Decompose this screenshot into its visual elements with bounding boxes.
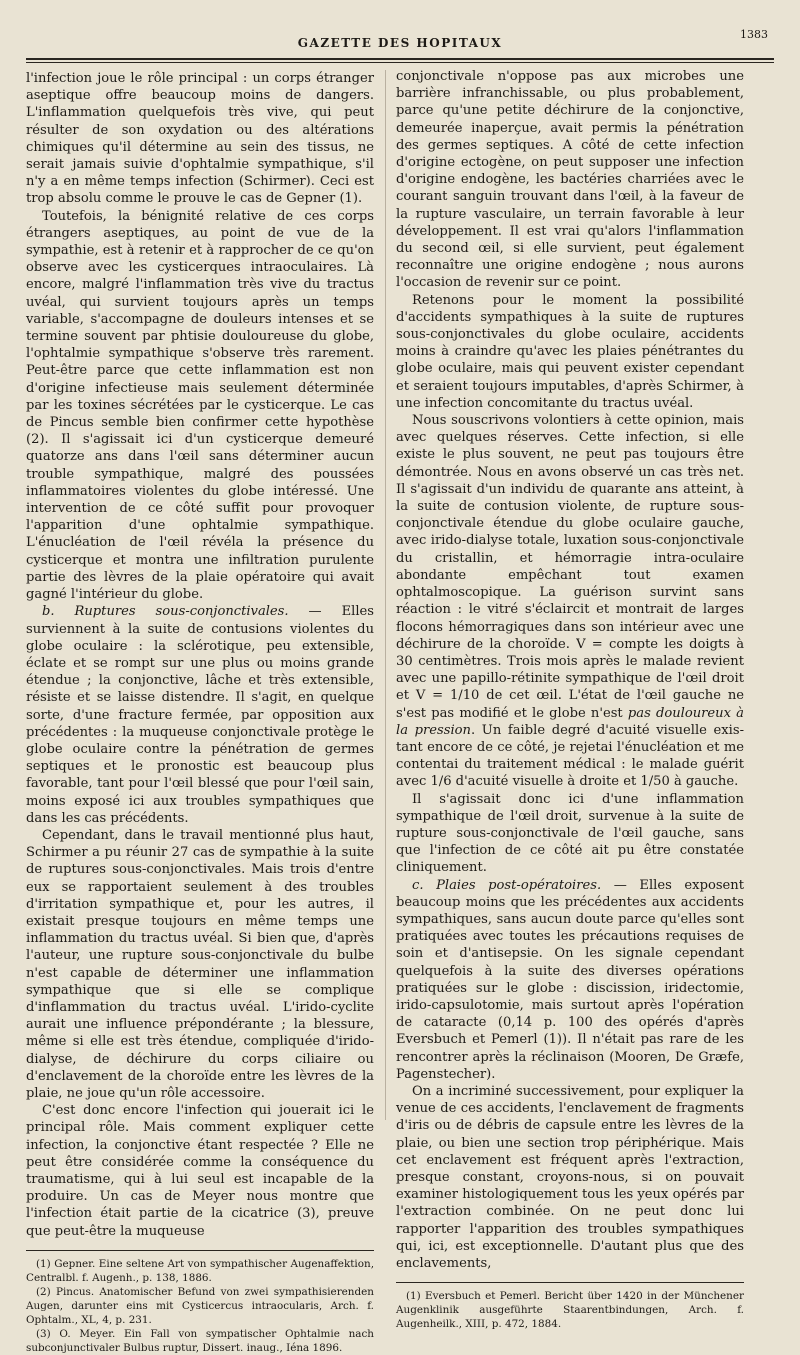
footnote-rule: [396, 1282, 744, 1283]
footnote: (3) O. Meyer. Ein Fall von sympatischer Ophtalmie nach subconjunctivaler Bulbus ruptur, Dissert. inaug., Iéna 1896.: [26, 1327, 374, 1354]
paragraph: l'infection joue le rôle principal : un corps étranger aseptique offre beaucoup moins de dangers. L'inflammation quelquefois très vive, qui peut résulter de son oxydation ou des altérations chimiques qu'il détermine au sein des tissus, ne serait jamais suivie d'ophtalmie sympathique, s'il n'y a en même temps infection (Schirmer). Ceci est trop absolu comme le prouve le cas de Gepner (1).: [26, 71, 374, 207]
paragraph: On a incriminé successivement, pour expliquer la venue de ces accidents, l'enclavement de fragments d'iris ou de débris de capsule entre les lèvres de la plaie, ou bien une section trop périphérique. Mais cet enclavement est fréquent après l'extraction, presque constant, croyons-nous, si on pouvait examiner histologiquement tous les yeux opérés par l'extraction combinée. On ne peut donc lui rapporter l'apparition des troubles sympathiques qui, ici, est exceptionnelle. D'autant plus que des enclavements,: [396, 1083, 744, 1272]
paragraph: C'est donc encore l'infection qui jouerait ici le principal rôle. Mais comment expliquer cette infection, la conjonctive étant respectée ? Elle ne peut être considérée comme la conséquence du traumatisme, qui à lui seul est incapable de la produire. Un cas de Meyer nous montre que l'infection était partie de la cicatrice (3), preuve que peut-être la muqueuse: [26, 1103, 374, 1239]
page-number: 1383: [740, 28, 768, 41]
paragraph: [396, 412, 744, 790]
right-column: [396, 68, 744, 1331]
header-rule: [26, 58, 774, 60]
page-header: [26, 28, 774, 56]
section-heading: c. Plaies post-opératoires.: [412, 877, 602, 893]
paragraph: Cependant, dans le travail mentionné plus haut, Schirmer a pu réunir 27 cas de sympathie à la suite de ruptures sous-conjonctivales. Mais trois d'entre eux se rapportaient seulement à des troubles d'irritation sympathique et, pour les autres, il existait presque toujours en même temps une inflammation du tractus uvéal. Si bien que, d'après l'auteur, une rupture sous-conjonctivale du bulbe n'est capable de déterminer une inflammation sympathique que si elle se complique d'inflammation du tractus uvéal. L'irido-cyclite aurait une influence prépondérante ; la blessure, même si elle est très étendue, compliquée d'irido-dialyse, de déchirure du corps ciliaire ou d'enclavement de la choroïde entre les lèvres de la plaie, ne joue qu'un rôle accessoire.: [26, 827, 374, 1101]
paragraph-text: . Un faible degré d'acuité visuelle existant encore de ce côté, je rejetai l'énucléation et me contentai du traitement médical : le malade guérit avec 1/6 d'acuité visuelle à droite et 1/50 à gauche.: [396, 722, 744, 790]
paragraph-text: Nous souscrivons volontiers à cette opinion, mais avec quelques réserves. Cette infection, si elle existe le plus souvent, ne peut pas toujours être démontrée. Nous en avons observé un cas très net. Il s'agissait d'un individu de quarante ans atteint, à la suite de contusion violente, de rupture sous-conjonctivale étendue du globe oculaire gauche, avec irido-dialyse totale, luxation sous-conjonctivale du cristallin, et hémorragie intra-oculaire abondante empêchant tout examen ophtalmoscopique. La guérison survint sans réaction : le vitré s'éclaircit et montrait de larges flocons hémorragiques dans son intérieur avec une déchirure de la choroïde. V = compte les doigts à 30 centimètres. Trois mois après le malade revient avec une papillo-rétinite sympathique de l'œil droit et V = 1/10 de cet œil. L'état de l'œil gauche ne s'est pas modifié et le globe n'est: [396, 413, 744, 721]
paragraph: [26, 603, 374, 827]
footnote-rule: [26, 1250, 374, 1251]
footnote: (1) Gepner. Eine seltene Art von sympathischer Augenaffektion, Centralbl. f. Augenh., p. 138, 1886.: [26, 1257, 374, 1284]
emphasis: pas douloureux à la pression: [396, 705, 744, 738]
paragraph: Toutefois, la bénignité relative de ces corps étrangers aseptiques, au point de vue de la sympathie, est à retenir et à rapprocher de ce qu'on observe avec les cysticerques intraoculaires. Là encore, malgré l'inflammation très vive du tractus uvéal, qui survient toujours après un temps variable, s'accompagne de douleurs intenses et se termine souvent par phtisie douloureuse du globe, l'ophtalmie sympathique s'observe très rarement. Peut-être parce que cette inflammation est non d'origine infectieuse mais seulement déterminée par les toxines sécrétées par le cysticerque. Le cas de Pincus semble bien confirmer cette hypothèse (2). Il s'agissait ici d'un cysticerque demeuré quatorze ans dans l'œil sans déterminer aucun trouble sympathique, malgré des poussées inflammatoires violentes du globe intéressé. Une intervention de ce côté suffit pour provoquer l'apparition d'une ophtalmie sympathique. L'énucléation de l'œil révéla la présence du cysticerque et montra une infiltration purulente partie des lèvres de la plaie opératoire qui avait gagné l'intérieur du globe.: [26, 208, 374, 603]
section-heading: b. Ruptures sous-conjonctivales.: [42, 604, 289, 620]
footnotes: [26, 1250, 374, 1355]
paragraph-text: — Elles exposent beaucoup moins que les précédentes aux accidents sympathiques, sans aucun doute parce qu'elles sont pratiquées avec toutes les précautions requises de soin et d'antisepsie. On les signale cependant quelquefois à la suite des diverses opérations pratiquées sur le globe : discission, iridectomie, irido-capsulotomie, mais surtout après l'opération de cataracte (0,14 p. 100 des opérés d'après Eversbuch et Pemerl (1)). Il n'était pas rare de les rencontrer après la réclinaison (Mooren, De Græfe, Pagenstecher).: [396, 877, 744, 1082]
footnotes: [396, 1282, 744, 1331]
left-column: [26, 70, 374, 1355]
paragraph: conjonctivale n'oppose pas aux microbes une barrière infranchissable, ou plus probablement, parce qu'une petite déchirure de la conjonctive, demeurée inaperçue, avait permis la pénétration des germes septiques. A côté de cette infection d'origine ectogène, on peut supposer une infection d'origine endogène, les bactéries charriées avec le courant sanguin trouvant dans l'œil, à la faveur de la rupture vasculaire, un terrain favorable à leur développement. Il est vrai qu'alors l'inflammation du second œil, si elle survient, peut également reconnaître une origine endogène ; nous aurons l'occasion de revenir sur ce point.: [396, 69, 744, 291]
footnote: (2) Pincus. Anatomischer Befund von zwei sympathisierenden Augen, darunter eins mit Cysticercus intraocularis, Arch. f. Ophtalm., XL, 4, p. 231.: [26, 1285, 374, 1326]
header-rule-thin: [26, 62, 774, 63]
paragraph: [396, 877, 744, 1083]
footnote: (1) Eversbuch et Pemerl. Bericht über 1420 in der Münchener Augenklinik ausgeführte Staarentbindungen, Arch. f. Augenheilk., XIII, p. 472, 1884.: [396, 1290, 744, 1331]
paragraph-text: — Elles surviennent à la suite de contusions violentes du globe oculaire : la sclérotique, peu extensible, éclate et se rompt sur une plus ou moins grande étendue ; la conjonctive, lâche et très extensible, résiste et se laisse distendre. Il s'agit, en quelque sorte, d'une fracture fermée, par opposition aux précédentes : la muqueuse conjonctivale protège le globe oculaire contre la pénétration de germes septiques et le pronostic est beaucoup plus favorable, tant pour l'œil blessé que pour l'œil sain, moins exposé ici aux troubles sympathiques que dans les cas précédents.: [26, 604, 374, 826]
column-divider: [385, 70, 386, 1120]
journal-title: GAZETTE DES HOPITAUX: [297, 36, 503, 50]
paragraph: Il s'agissait donc ici d'une inflammation sympathique de l'œil droit, survenue à la suite de rupture sous-conjonctivale de l'œil gauche, sans que l'infection de ce côté ait pu être constatée cliniquement.: [396, 791, 744, 876]
paragraph: Retenons pour le moment la possibilité d'accidents sympathiques à la suite de ruptures sous-conjonctivales du globe oculaire, accidents moins à craindre qu'avec les plaies pénétrantes du globe oculaire, mais qui peuvent exister cependant et seraient toujours imputables, d'après Schirmer, à une infection concomitante du tractus uvéal.: [396, 292, 744, 411]
